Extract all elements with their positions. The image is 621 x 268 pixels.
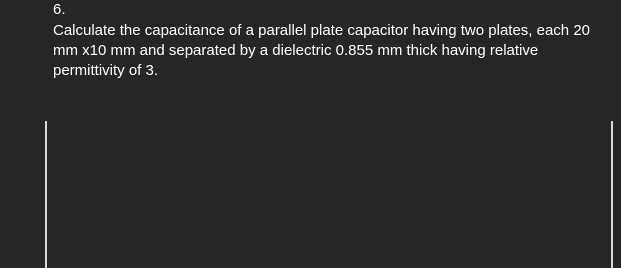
question-number: 6. <box>53 1 66 18</box>
answer-box[interactable] <box>45 121 613 268</box>
question-text: Calculate the capacitance of a parallel plate capacitor having two plates, each 20 mm x10 mm and separated by a dielectric 0.855 mm thick having relative permittivity of 3. <box>53 22 591 79</box>
